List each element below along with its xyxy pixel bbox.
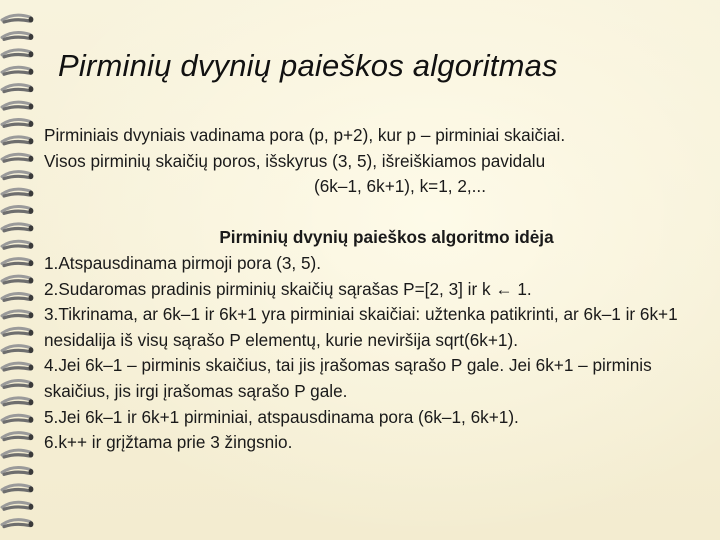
binding-loop	[2, 520, 33, 527]
subheading: Pirminių dvynių paieškos algoritmo idėja	[219, 227, 554, 248]
intro-line-2: Visos pirminių skaičių poros, išskyrus (3, 5), išreiškiamos pavidalu	[44, 150, 546, 171]
binding-loop	[2, 398, 33, 405]
binding-loop	[2, 415, 33, 422]
binding-loop	[2, 380, 33, 387]
binding-loop	[2, 137, 33, 144]
binding-loop	[2, 15, 33, 22]
binding-loop	[2, 172, 33, 179]
binding-loop	[2, 293, 33, 300]
binding-loop	[2, 328, 33, 335]
binding-loop	[2, 311, 33, 318]
binding-loop	[2, 433, 33, 440]
binding-loop	[2, 102, 33, 109]
binding-loop	[2, 241, 33, 248]
binding-loop	[2, 363, 33, 370]
steps-list	[44, 251, 694, 456]
step-2: 2.Sudaromas pradinis pirminių skaičių sąrašas P=[2, 3] ir k ← 1.	[44, 278, 532, 299]
binding-loop	[2, 206, 33, 213]
binding-loop	[2, 346, 33, 353]
slide-content	[44, 123, 694, 456]
binding-loop	[2, 259, 33, 266]
binding-loop	[2, 189, 33, 196]
binding-loop	[2, 154, 33, 161]
binding-loop	[2, 119, 33, 126]
binding-loop	[2, 50, 33, 57]
binding-loop	[2, 32, 33, 39]
step-1: 1.Atspausdinama pirmoji pora (3, 5).	[44, 252, 322, 273]
slide-title: Pirminių dvynių paieškos algoritmas	[58, 48, 558, 83]
binding-loop	[2, 502, 33, 509]
spiral-binding	[0, 8, 40, 532]
binding-loop	[2, 276, 33, 283]
binding-loop	[2, 224, 33, 231]
binding-loop	[2, 485, 33, 492]
step-6: 6.k++ ir grįžtama prie 3 žingsnio.	[44, 432, 293, 453]
intro-line-3: (6k–1, 6k+1), k=1, 2,...	[314, 176, 486, 197]
step-4: 4.Jei 6k–1 – pirminis skaičius, tai jis įrašomas sąrašo P gale. Jei 6k+1 – pirminis skaičius, jis irgi įrašomas sąrašo P gale.	[44, 355, 652, 401]
binding-loop	[2, 450, 33, 457]
step-3: 3.Tikrinama, ar 6k–1 ir 6k+1 yra pirminiai skaičiai: užtenka patikrinti, ar 6k–1 ir 6k+1 nesidalija iš visų sąrašo P elementų, kurie neviršija sqrt(6k+1).	[44, 304, 678, 350]
binding-loop	[2, 467, 33, 474]
binding-loop	[2, 67, 33, 74]
binding-loop	[2, 85, 33, 92]
step-5: 5.Jei 6k–1 ir 6k+1 pirminiai, atspausdinama pora (6k–1, 6k+1).	[44, 406, 519, 427]
intro-line-1: Pirminiais dvyniais vadinama pora (p, p+2), kur p – pirminiai skaičiai.	[44, 125, 566, 145]
